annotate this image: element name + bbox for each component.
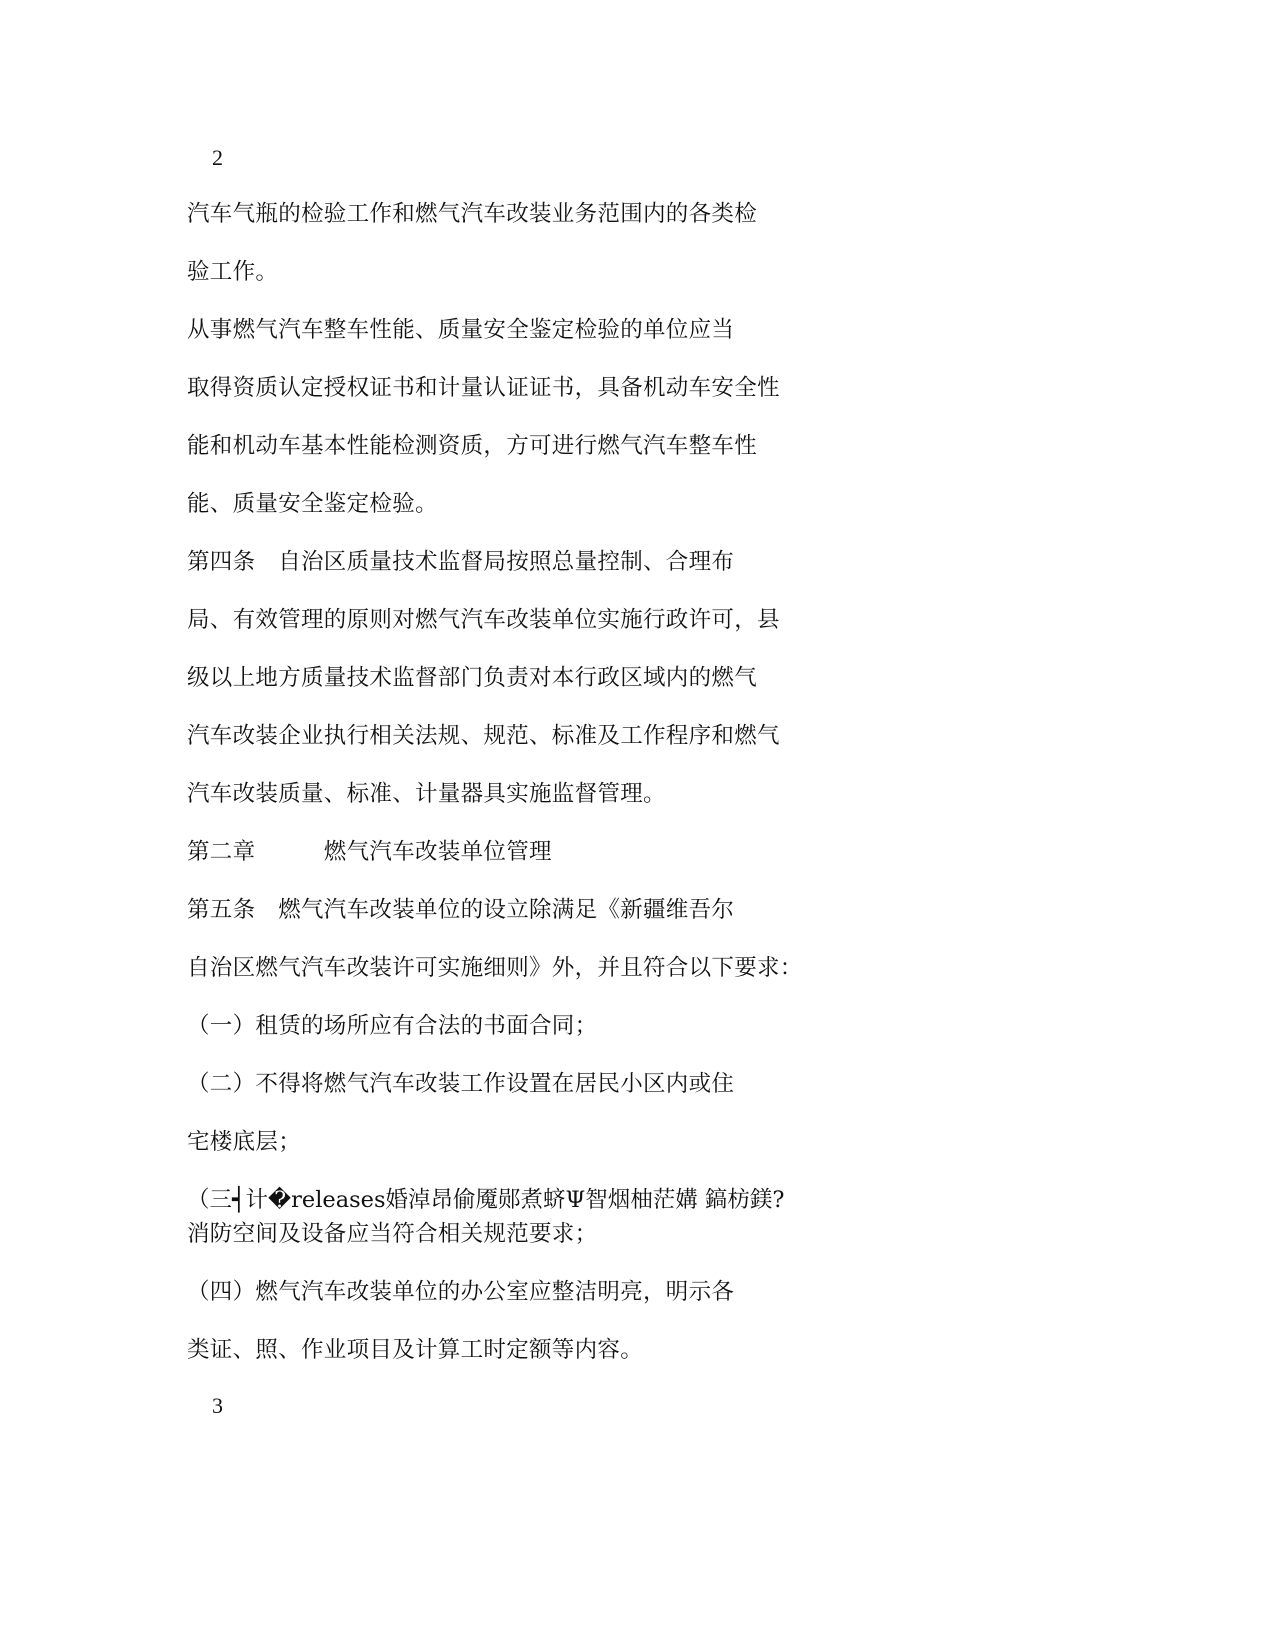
list-item: （二）不得将燃气汽车改装工作设置在居民小区内或住	[187, 1071, 735, 1097]
text-line: 类证、照、作业项目及计算工时定额等内容。	[187, 1337, 644, 1363]
text-line: 局、有效管理的原则对燃气汽车改装单位实施行政许可，县	[187, 607, 780, 633]
text-line: 第五条 燃气汽车改装单位的设立除满足《新疆维吾尔	[187, 897, 735, 923]
text-line: 取得资质认定授权证书和计量认证证书，具备机动车安全性	[187, 375, 780, 401]
text-line: 第四条 自治区质量技术监督局按照总量控制、合理布	[187, 549, 735, 575]
list-item: （四）燃气汽车改装单位的办公室应整洁明亮，明示各	[187, 1279, 735, 1305]
text-line: 汽车改装企业执行相关法规、规范、标准及工作程序和燃气	[187, 723, 780, 749]
list-item-garbled: （三┥计�releases婚淖昂偷魇郧煮蛴Ψ智烟柚茫媾 鎬枋鎂?	[187, 1187, 785, 1213]
text-line: 汽车气瓶的检验工作和燃气汽车改装业务范围内的各类检	[187, 201, 758, 227]
text-line: 自治区燃气汽车改装许可实施细则》外，并且符合以下要求：	[187, 955, 803, 981]
text-line: 验工作。	[187, 259, 279, 285]
text-line: 宅楼底层；	[187, 1129, 302, 1155]
list-item: （一）租赁的场所应有合法的书面合同；	[187, 1013, 598, 1039]
page-number-bottom: 3	[212, 1393, 223, 1418]
text-line: 能和机动车基本性能检测资质，方可进行燃气汽车整车性	[187, 433, 758, 459]
text-line: 能、质量安全鉴定检验。	[187, 491, 438, 517]
page-number-top: 2	[212, 145, 223, 170]
text-line: 级以上地方质量技术监督部门负责对本行政区域内的燃气	[187, 665, 758, 691]
chapter-heading: 第二章 燃气汽车改装单位管理	[187, 839, 552, 865]
text-line: 汽车改装质量、标准、计量器具实施监督管理。	[187, 781, 666, 807]
text-line: 消防空间及设备应当符合相关规范要求；	[187, 1221, 598, 1247]
text-line: 从事燃气汽车整车性能、质量安全鉴定检验的单位应当	[187, 317, 735, 343]
